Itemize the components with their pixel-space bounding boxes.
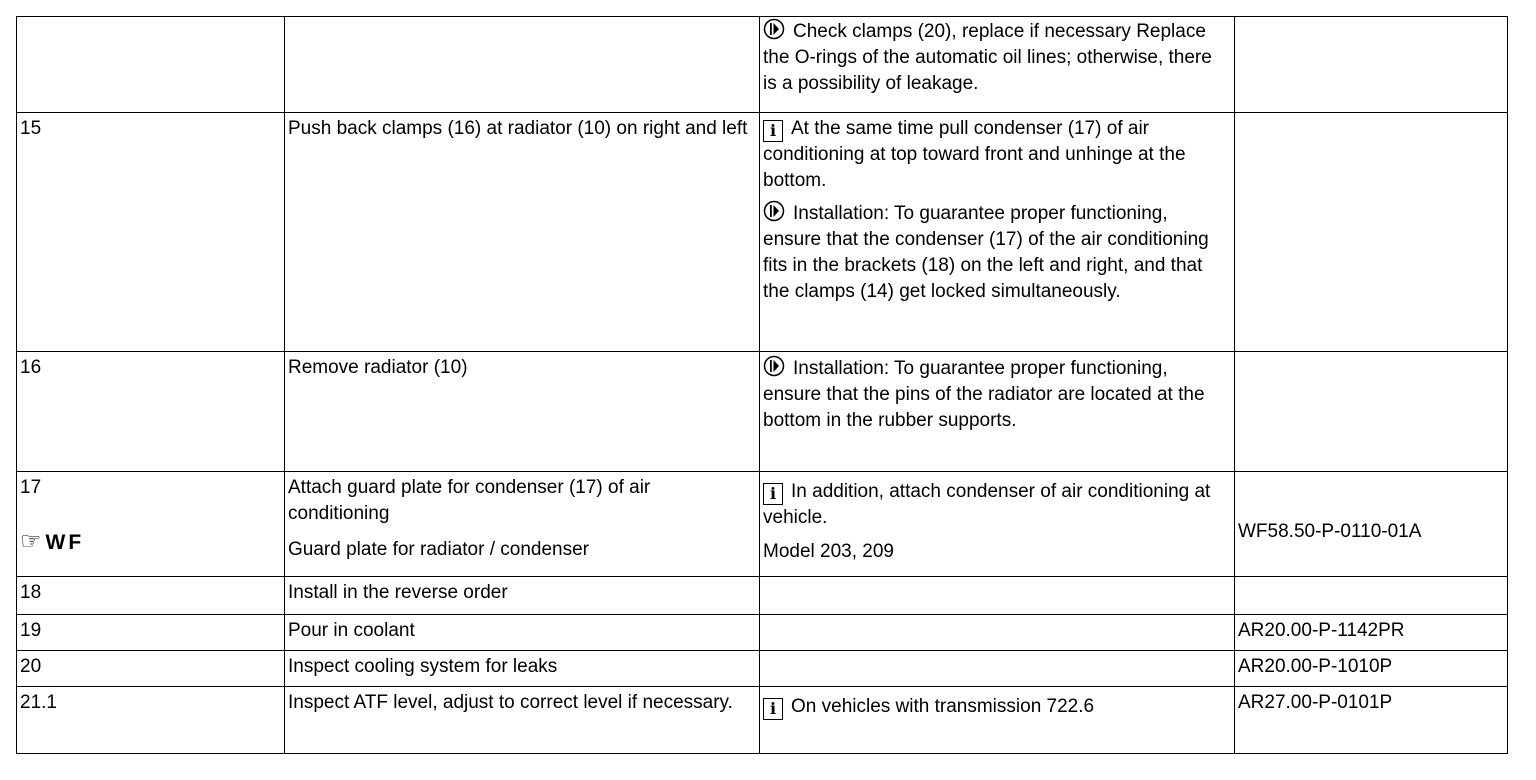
ref-cell: [1235, 472, 1508, 577]
table-row: [17, 352, 1508, 472]
step-cell: 18: [17, 577, 285, 615]
info-icon: i: [763, 120, 783, 142]
step-number: 17: [20, 477, 42, 498]
pointing-hand-icon: ☞: [20, 528, 42, 555]
step-cell: [17, 17, 285, 113]
notes-cell: [760, 651, 1235, 687]
notes-cell: [760, 17, 1235, 113]
step-cell: 15: [17, 113, 285, 352]
step-cell: 19: [17, 615, 285, 651]
note-text: On vehicles with transmission 722.6: [791, 696, 1095, 717]
notes-cell: [760, 352, 1235, 472]
warning-icon: [763, 355, 785, 377]
note-text: At the same time pull condenser (17) of air conditioning at top toward front and unhinge at the bottom.: [763, 118, 1186, 191]
warning-icon: [763, 200, 785, 222]
action-cell: Install in the reverse order: [285, 577, 760, 615]
table-row: [17, 577, 1508, 615]
table-row: [17, 17, 1508, 113]
action-cell: Push back clamps (16) at radiator (10) on right and left: [285, 113, 760, 352]
note-text: Installation: To guarantee proper functioning, ensure that the pins of the radiator are located at the bottom in the rubber supports.: [763, 358, 1205, 431]
info-icon: i: [763, 698, 783, 720]
ref-link[interactable]: AR20.00-P-1142PR: [1235, 615, 1508, 651]
table-row: [17, 651, 1508, 687]
action-cell: Pour in coolant: [285, 615, 760, 651]
notes-cell: [760, 113, 1235, 352]
table-row: [17, 113, 1508, 352]
ref-cell: [1235, 17, 1508, 113]
ref-link[interactable]: AR27.00-P-0101P: [1235, 687, 1508, 754]
info-icon: i: [763, 483, 783, 505]
step-cell: [17, 472, 285, 577]
note-text: In addition, attach condenser of air conditioning at vehicle.: [763, 481, 1211, 528]
sub-note-text: Model 203, 209: [763, 541, 894, 562]
table-row: [17, 687, 1508, 754]
notes-cell: [760, 472, 1235, 577]
sub-ref-link[interactable]: WF58.50-P-0110-01A: [1238, 521, 1422, 542]
warning-icon: [763, 18, 785, 40]
table-row: [17, 615, 1508, 651]
ref-cell: [1235, 113, 1508, 352]
ref-cell: [1235, 352, 1508, 472]
notes-cell: [760, 615, 1235, 651]
notes-cell: [760, 577, 1235, 615]
note-text: Installation: To guarantee proper functioning, ensure that the condenser (17) of the air conditioning fits in the brackets (18) on the left and right, and that the clamps (14) get locked simultaneously.: [763, 203, 1209, 302]
note-text: Check clamps (20), replace if necessary Replace the O-rings of the automatic oil lines; otherwise, there is a possibility of leakage.: [763, 21, 1212, 94]
procedure-table: [16, 16, 1508, 754]
step-cell: 20: [17, 651, 285, 687]
step-cell: 16: [17, 352, 285, 472]
action-cell: Remove radiator (10): [285, 352, 760, 472]
action-cell: Inspect cooling system for leaks: [285, 651, 760, 687]
wf-label: WF: [45, 531, 85, 554]
ref-link[interactable]: AR20.00-P-1010P: [1235, 651, 1508, 687]
action-cell: [285, 472, 760, 577]
table-row: [17, 472, 1508, 577]
step-cell: 21.1: [17, 687, 285, 754]
action-cell: Inspect ATF level, adjust to correct level if necessary.: [285, 687, 760, 754]
notes-cell: [760, 687, 1235, 754]
action-text: Attach guard plate for condenser (17) of air conditioning: [288, 477, 651, 524]
action-cell: [285, 17, 760, 113]
sub-action-text: Guard plate for radiator / condenser: [288, 539, 590, 560]
ref-cell: [1235, 577, 1508, 615]
